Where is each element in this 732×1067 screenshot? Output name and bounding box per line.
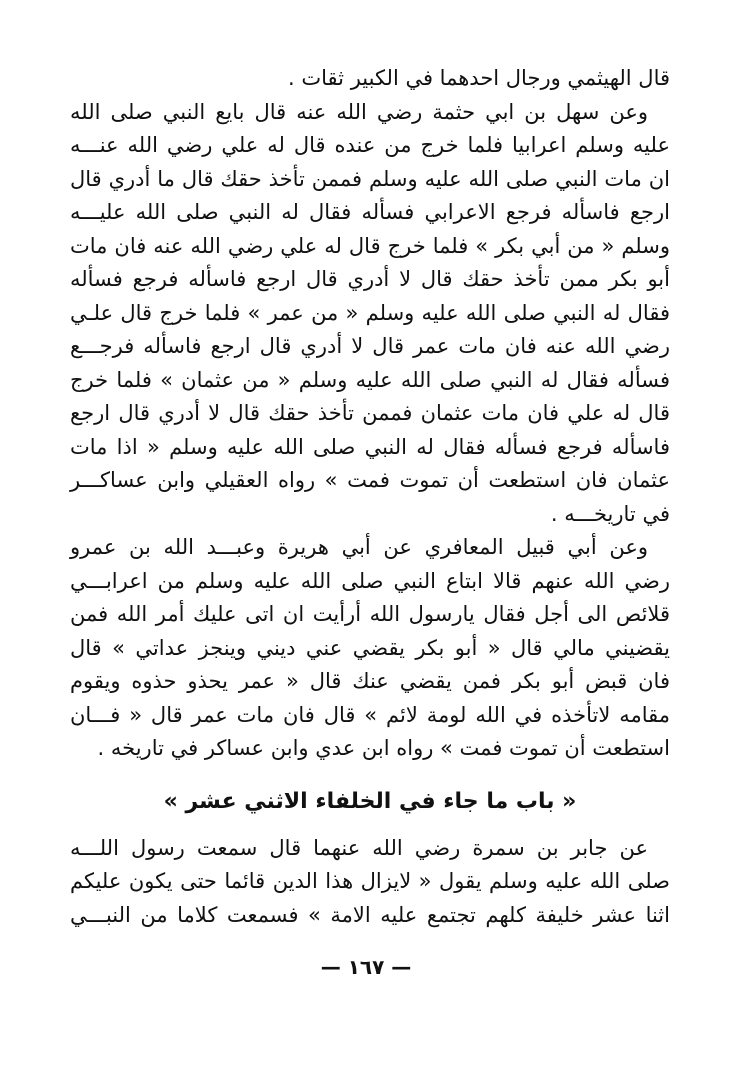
text-line: فاسأله فرجع فسأله فقال له النبي صلى الله عليه وسلم « اذا مات <box>70 434 670 459</box>
chapter-title: « باب ما جاء في الخلفاء الاثني عشر » <box>163 788 577 814</box>
paragraph <box>70 531 670 766</box>
text-line: ان مات النبي صلى الله عليه وسلم فممن تأخذ حقك قال ما أدري قال <box>70 166 670 191</box>
text-line: قال له علي فان مات عثمان فممن تأخذ حقك قال لا أدري قال ارجع <box>70 401 670 425</box>
text-line: رضي الله عنه فان مات عمر قال لا أدري قال ارجع فاسأله فرجـــع <box>70 334 670 358</box>
text-line: استطعت أن تموت فمت » رواه ابن عدي وابن عساكر في تاريخه . <box>97 736 670 760</box>
paragraph <box>70 96 670 532</box>
text-line: عثمان فان استطعت أن تموت فمت » رواه العقيلي وابن عساكـــر <box>70 468 670 492</box>
text-line: وعن سهل بن ابي حثمة رضي الله عنه قال بايع النبي صلى الله <box>70 99 648 124</box>
text-line: وعن أبي قبيل المعافري عن أبي هريرة وعبـــد الله بن عمرو <box>70 535 648 559</box>
paragraph <box>70 832 670 933</box>
text-line: فقال له النبي صلى الله عليه وسلم « من عمر » فلما خرج قال علـي <box>70 300 670 325</box>
text-line: أبو بكر ممن تأخذ حقك قال لا أدري قال ارجع فاسأله فرجع فسأله <box>70 267 670 291</box>
text-line: وسلم « من أبي بكر » فلما خرج قال له علي رضي الله عنه فان مات <box>70 233 670 258</box>
text-line: قال الهيثمي ورجال احدهما في الكبير ثقات . <box>288 66 670 90</box>
text-line: فان قبض أبو بكر فمن يقضي عنك قال « عمر يحذو حذوه ويقوم <box>70 669 670 693</box>
text-line: عليه وسلم اعرابيا فلما خرج من عنده قال له علي رضي الله عنـــه <box>70 133 670 157</box>
text-line: قلائص الى أجل فقال يارسول الله أرأيت ان اتى عليك أمر الله فمن <box>70 602 670 626</box>
paragraph <box>70 62 670 96</box>
text-line: اثنا عشر خليفة كلهم تجتمع عليه الامة » فسمعت كلاما من النبـــي <box>70 902 670 927</box>
text-line: ارجع فاسأله فرجع الاعرابي فسأله فقال له النبي صلى الله عليـــه <box>70 200 670 224</box>
page-body <box>70 62 670 932</box>
text-line: مقامه لاتأخذه في الله لومة لائم » قال فان مات عمر قال « فـــان <box>70 702 670 727</box>
text-line: في تاريخـــه . <box>550 501 670 526</box>
text-line: يقضيني مالي قال « أبو بكر يقضي عني ديني وينجز عداتي » قال <box>70 635 670 660</box>
text-line: عن جابر بن سمرة رضي الله عنهما قال سمعت رسول اللـــه <box>70 835 648 860</box>
text-line: صلى الله عليه وسلم يقول « لايزال هذا الدين قائما حتى يكون عليكم <box>70 869 670 893</box>
text-line: فسأله فقال له النبي صلى الله عليه وسلم « من عثمان » فلما خرج <box>70 367 670 392</box>
text-line: رضي الله عنهم قالا ابتاع النبي صلى الله عليه وسلم من اعرابـــي <box>70 568 670 593</box>
page-number: — ١٦٧ — <box>320 955 412 979</box>
